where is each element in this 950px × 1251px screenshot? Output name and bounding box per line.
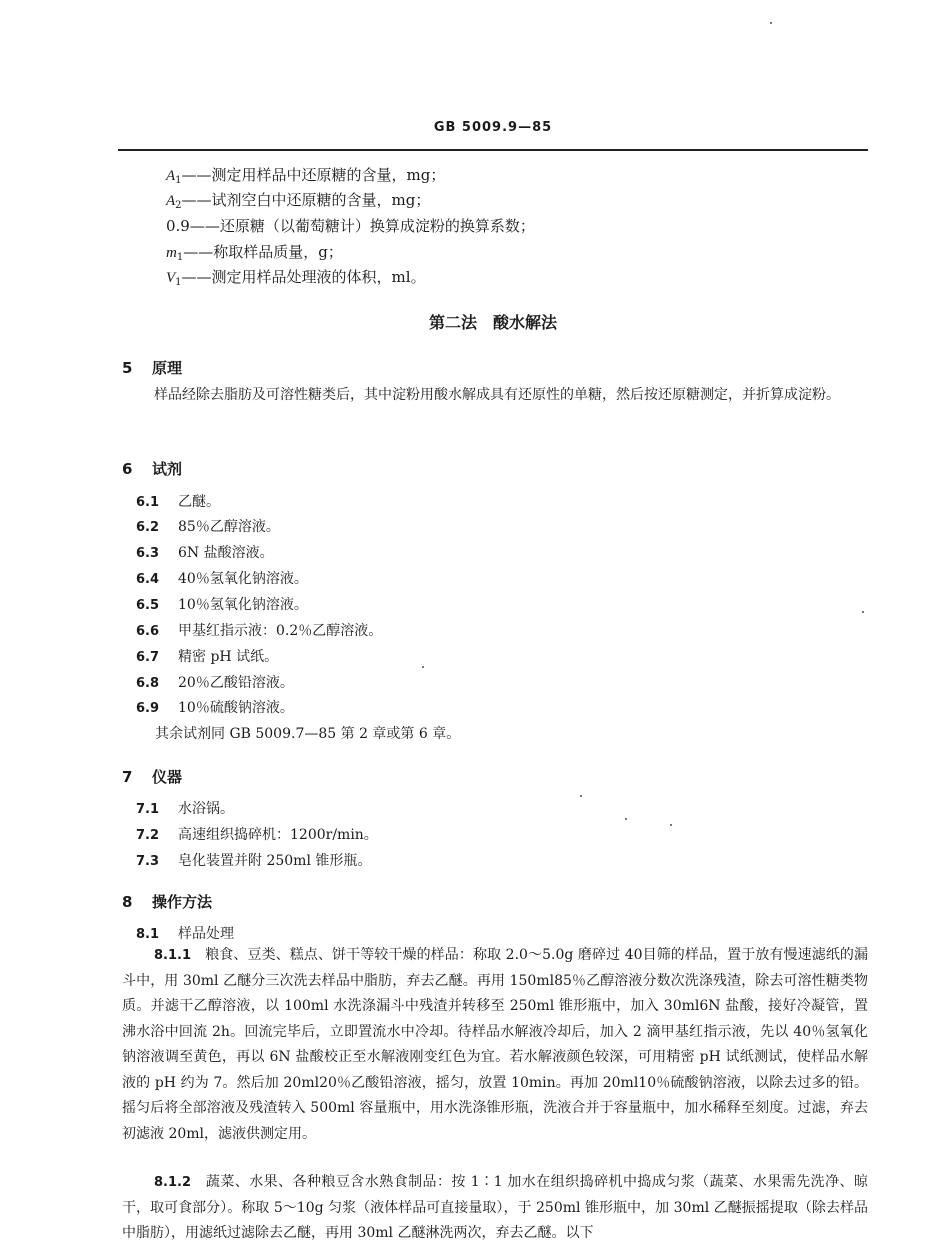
reagent-item — [136, 491, 220, 511]
reagent-item — [136, 516, 280, 536]
definition-text: ——测定用样品处理液的体积，ml。 — [181, 268, 426, 286]
scan-speck — [770, 22, 772, 24]
item-number: 6.2 — [136, 520, 160, 535]
item-text: 6N 盐酸溶液。 — [178, 545, 274, 561]
definition-v1 — [166, 270, 426, 288]
item-number: 7.1 — [136, 802, 160, 817]
scan-speck — [862, 611, 864, 613]
scan-speck — [422, 666, 424, 668]
definition-symbol: A — [166, 193, 176, 209]
definition-factor — [166, 219, 535, 234]
item-number: 7.3 — [136, 854, 160, 869]
section-8-heading — [122, 891, 212, 912]
section-7-heading — [122, 766, 182, 787]
section-5-text: 样品经除去脂肪及可溶性糖类后，其中淀粉用酸水解成具有还原性的单糖，然后按还原糖测定，并折算成淀粉。 — [154, 387, 840, 403]
section-number: 7 — [122, 768, 133, 786]
item-text: 高速组织捣碎机：1200r/min。 — [178, 827, 378, 843]
reagent-item — [136, 672, 294, 692]
apparatus-item — [136, 824, 378, 844]
item-number: 6.1 — [136, 495, 160, 510]
header-rule — [118, 149, 868, 151]
item-text: 10％氢氧化钠溶液。 — [178, 597, 308, 613]
item-number: 8.1 — [136, 927, 160, 942]
section-6-heading — [122, 458, 182, 479]
item-text: 水浴锅。 — [178, 801, 234, 817]
section-number: 6 — [122, 460, 133, 478]
subsection-8-1 — [136, 923, 234, 943]
item-text: 40％氢氧化钠溶液。 — [178, 571, 308, 587]
definition-a2 — [166, 193, 430, 211]
item-number: 6.8 — [136, 676, 160, 691]
reagent-note: 其余试剂同 GB 5009.7—85 第 2 章或第 6 章。 — [155, 726, 461, 742]
definition-text: ——测定用样品中还原糖的含量，mg； — [181, 166, 446, 184]
paragraph-number: 8.1.2 — [154, 1175, 192, 1190]
item-text: 样品处理 — [178, 926, 234, 942]
paragraph-8-1-2 — [122, 1170, 868, 1247]
item-text: 10％硫酸钠溶液。 — [178, 700, 294, 716]
item-number: 6.4 — [136, 572, 160, 587]
reagent-item — [136, 568, 308, 588]
apparatus-item — [136, 850, 371, 870]
section-title: 操作方法 — [152, 893, 213, 911]
scan-speck — [580, 795, 582, 797]
item-text: 甲基红指示液：0.2％乙醇溶液。 — [178, 623, 383, 639]
section-title: 试剂 — [152, 460, 183, 478]
paragraph-number: 8.1.1 — [154, 948, 192, 963]
item-number: 6.3 — [136, 546, 160, 561]
definition-text: ——称取样品质量，g； — [183, 243, 343, 261]
reagent-item — [136, 620, 382, 640]
item-text: 精密 pH 试纸。 — [178, 649, 279, 665]
paragraph-8-1-1 — [122, 943, 868, 1147]
definition-m1 — [166, 245, 343, 263]
item-number: 6.6 — [136, 624, 160, 639]
item-text: 85％乙醇溶液。 — [178, 519, 280, 535]
scan-speck — [670, 824, 672, 826]
section-number: 8 — [122, 893, 133, 911]
item-number: 6.5 — [136, 598, 160, 613]
definition-subscript: 1 — [176, 252, 184, 263]
section-title: 原理 — [152, 359, 183, 377]
definition-subscript: 1 — [175, 175, 182, 186]
paragraph-text: 粮食、豆类、糕点、饼干等较干燥的样品：称取 2.0～5.0g 磨碎过 40目筛的样品，置于放有慢速滤纸的漏斗中，用 30ml 乙醚分三次洗去样品中脂肪，弃去乙醚。再用 150ml85％乙醇溶液分数次洗涤残渣，除去可溶性糖类物质。并滤干乙醇溶液，以 100ml 水洗涤漏斗中残渣并转移至 250ml 锥形瓶中，加入 30ml6N 盐酸，接好冷凝管，置沸水浴中回流 2h。回流完毕后，立即置流水中冷却。待样品水解液冷却后，加入 2 滴甲基红指示液，先以 40％氢氧化钠溶液调至黄色，再以 6N 盐酸校正至水解液刚变红色为宜。若水解液颜色较深，可用精密 pH 试纸测试，使样品水解液的 pH 约为 7。然后加 20ml20％乙酸铅溶液，摇匀，放置 10min。再加 20ml10％硫酸钠溶液，以除去过多的铅。摇匀后将全部溶液及残渣转入 500ml 容量瓶中，用水洗涤锥形瓶，洗液合并于容量瓶中，加水稀释至刻度。过滤，弃去初滤液 20ml，滤液供测定用。 — [122, 947, 869, 1142]
definition-subscript: 2 — [175, 200, 182, 211]
page-header: GB 5009.9—85 — [433, 120, 553, 135]
definition-subscript: 1 — [175, 277, 182, 288]
definition-symbol: V — [166, 270, 176, 286]
paragraph-text: 蔬菜、水果、各种粮豆含水熟食制品：按 1∶1 加水在组织捣碎机中捣成匀浆（蔬菜、水果需先洗净、晾干，取可食部分）。称取 5～10g 匀浆（液体样品可直接量取），于 250ml 锥形瓶中，加 30ml 乙醚振摇提取（除去样品中脂肪），用滤纸过滤除去乙醚，再用 30ml 乙醚淋洗两次，弃去乙醚。以下 — [122, 1174, 869, 1241]
definition-text: ——还原糖（以葡萄糖计）换算成淀粉的换算系数； — [189, 217, 535, 235]
method-title: 第二法 酸水解法 — [428, 313, 557, 332]
reagent-item — [136, 594, 308, 614]
item-number: 6.9 — [136, 701, 160, 716]
item-number: 7.2 — [136, 828, 160, 843]
item-text: 皂化装置并附 250ml 锥形瓶。 — [178, 853, 372, 869]
reagent-item — [136, 646, 278, 666]
item-text: 乙醚。 — [178, 494, 220, 510]
definition-symbol: 0.9 — [166, 217, 190, 235]
definition-a1 — [166, 168, 445, 186]
section-title: 仪器 — [152, 768, 183, 786]
apparatus-item — [136, 798, 234, 818]
definition-symbol: m — [166, 245, 177, 261]
item-text: 20％乙酸铅溶液。 — [178, 675, 294, 691]
reagent-item — [136, 542, 274, 562]
definition-symbol: A — [166, 168, 176, 184]
item-number: 6.7 — [136, 650, 160, 665]
reagent-item — [136, 697, 294, 717]
scan-speck — [625, 818, 627, 820]
section-number: 5 — [122, 359, 133, 377]
definition-text: ——试剂空白中还原糖的含量，mg； — [181, 191, 431, 209]
section-5-heading — [122, 357, 182, 378]
